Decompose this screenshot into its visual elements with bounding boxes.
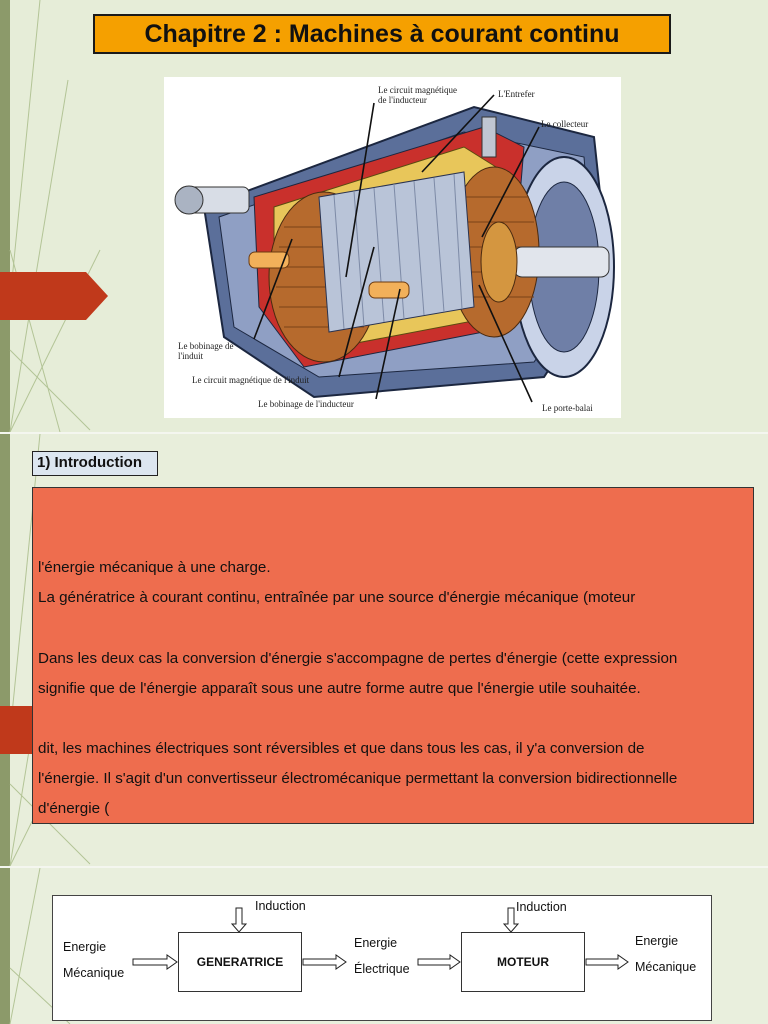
mecanique-label-2: Mécanique [635,960,697,974]
section-heading: 1) Introduction [32,451,158,476]
induction-label-1: Induction [255,899,306,913]
label-bobinage-inducteur: Le bobinage de l'inducteur [258,399,354,409]
dc-machine-figure [164,77,621,418]
label-circuit-inducteur: Le circuit magnétique de l'inducteur [378,85,457,105]
electrique-label: Électrique [354,962,410,976]
text-line: l'énergie mécanique à une charge. [38,559,271,576]
page-title: Chapitre 2 : Machines à courant continu [93,14,671,54]
label-collecteur: Le collecteur [541,119,589,129]
text-line: dit, les machines électriques sont réversibles et que dans tous les cas, il y'a conversion de [38,740,645,757]
moteur-box: MOTEUR [461,932,585,992]
generatrice-box: GENERATRICE [178,932,302,992]
energie-label-1: Energie [63,940,107,954]
text-line: La génératrice à courant continu, entraînée par une source d'énergie mécanique (moteur [38,589,636,606]
label-porte-balai: Le porte-balai [542,403,593,413]
text-line: Dans les deux cas la conversion d'énergie s'accompagne de pertes d'énergie (cette expression [38,650,678,667]
text-line: l'énergie. Il s'agit d'un convertisseur électromécanique permettant la conversion bidirectionnelle [38,770,678,787]
label-entrefer: L'Entrefer [498,89,535,99]
label-circuit-induit: Le circuit magnétique de l'induit [192,375,310,385]
intro-text-box [32,487,754,824]
mecanique-label-1: Mécanique [63,966,125,980]
text-line: signifie que de l'énergie apparaît sous une autre forme autre que l'énergie utile souhaitée. [38,680,641,697]
diagram-arrows [53,896,713,1022]
conversion-diagram [52,895,712,1021]
decorative-lines [0,0,120,432]
label-bobinage-induit: Le bobinage de l'induit [178,341,234,361]
slide-tab [0,272,108,320]
energie-label-3: Energie [635,934,679,948]
energie-label-2: Energie [354,936,398,950]
text-line: d'énergie ( [38,800,110,817]
induction-label-2: Induction [516,900,567,914]
